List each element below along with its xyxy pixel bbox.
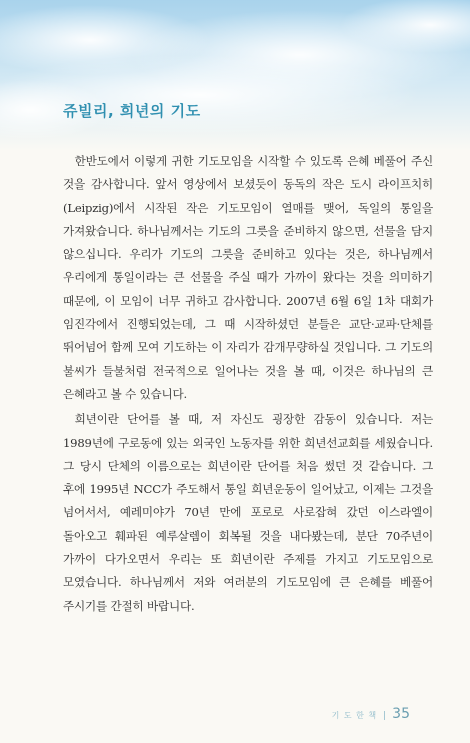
sky-background bbox=[0, 0, 470, 150]
footer-separator: | bbox=[383, 711, 387, 721]
page-number: 35 bbox=[392, 706, 410, 722]
paragraph-2: 희년이란 단어를 볼 때, 저 자신도 굉장한 감동이 있습니다. 저는 1989년에 구로동에 있는 외국인 노동자를 위한 희년선교회를 세웠습니다. 그 당시 단체의 이름으로는 희년이란 단어를 처음 썼던 것 같습니다. 그 후에 1995년 NCC가 주도해서 통일 희년운동이 일어났고, 이제는 그것을 넘어서서, 예레미야가 70년 만에 포로로 사로잡혀 갔던 이스라엘이 돌아오고 훼파된 예루살렘이 회복될 것을 내다봤는데, 분단 70주년이 가까이 다가오면서 우리는 또 희년이란 주제를 가지고 기도모임으로 모였습니다. 하나님께서 저와 여러분의 기도모임에 큰 은혜를 베풀어 주시기를 간절히 바랍니다. bbox=[63, 412, 433, 613]
running-title: 기 도 한 책 bbox=[331, 711, 378, 720]
paragraph-1: 한반도에서 이렇게 귀한 기도모임을 시작할 수 있도록 은혜 베풀어 주신 것을 감사합니다. 앞서 영상에서 보셨듯이 동독의 작은 도시 라이프치히(Leipzig)에서 시작된 작은 기도모임이 열매를 맺어, 독일의 통일을 가져왔습니다. 하나님께서는 기도의 그릇을 준비하지 않으면, 선물을 담지 않으십니다. 우리가 기도의 그릇을 준비하고 있다는 것은, 하나님께서 우리에게 통일이라는 큰 선물을 주실 때가 가까이 왔다는 것을 의미하기 때문에, 이 모임이 너무 귀하고 감사합니다. 2007년 6월 6일 1차 대회가 임진각에서 진행되었는데, 그 때 시작하셨던 분들은 교단·교파·단체를 뛰어넘어 함께 모여 기도하는 이 자리가 감개무량하실 것입니다. 그 기도의 불씨가 들불처럼 전국적으로 일어나는 것을 볼 때, 이것은 하나님의 큰 은혜라고 볼 수 있습니다. bbox=[63, 154, 433, 401]
body-text bbox=[63, 150, 433, 618]
section-heading: 쥬빌리, 희년의 기도 bbox=[63, 102, 201, 120]
page-footer bbox=[332, 706, 410, 722]
